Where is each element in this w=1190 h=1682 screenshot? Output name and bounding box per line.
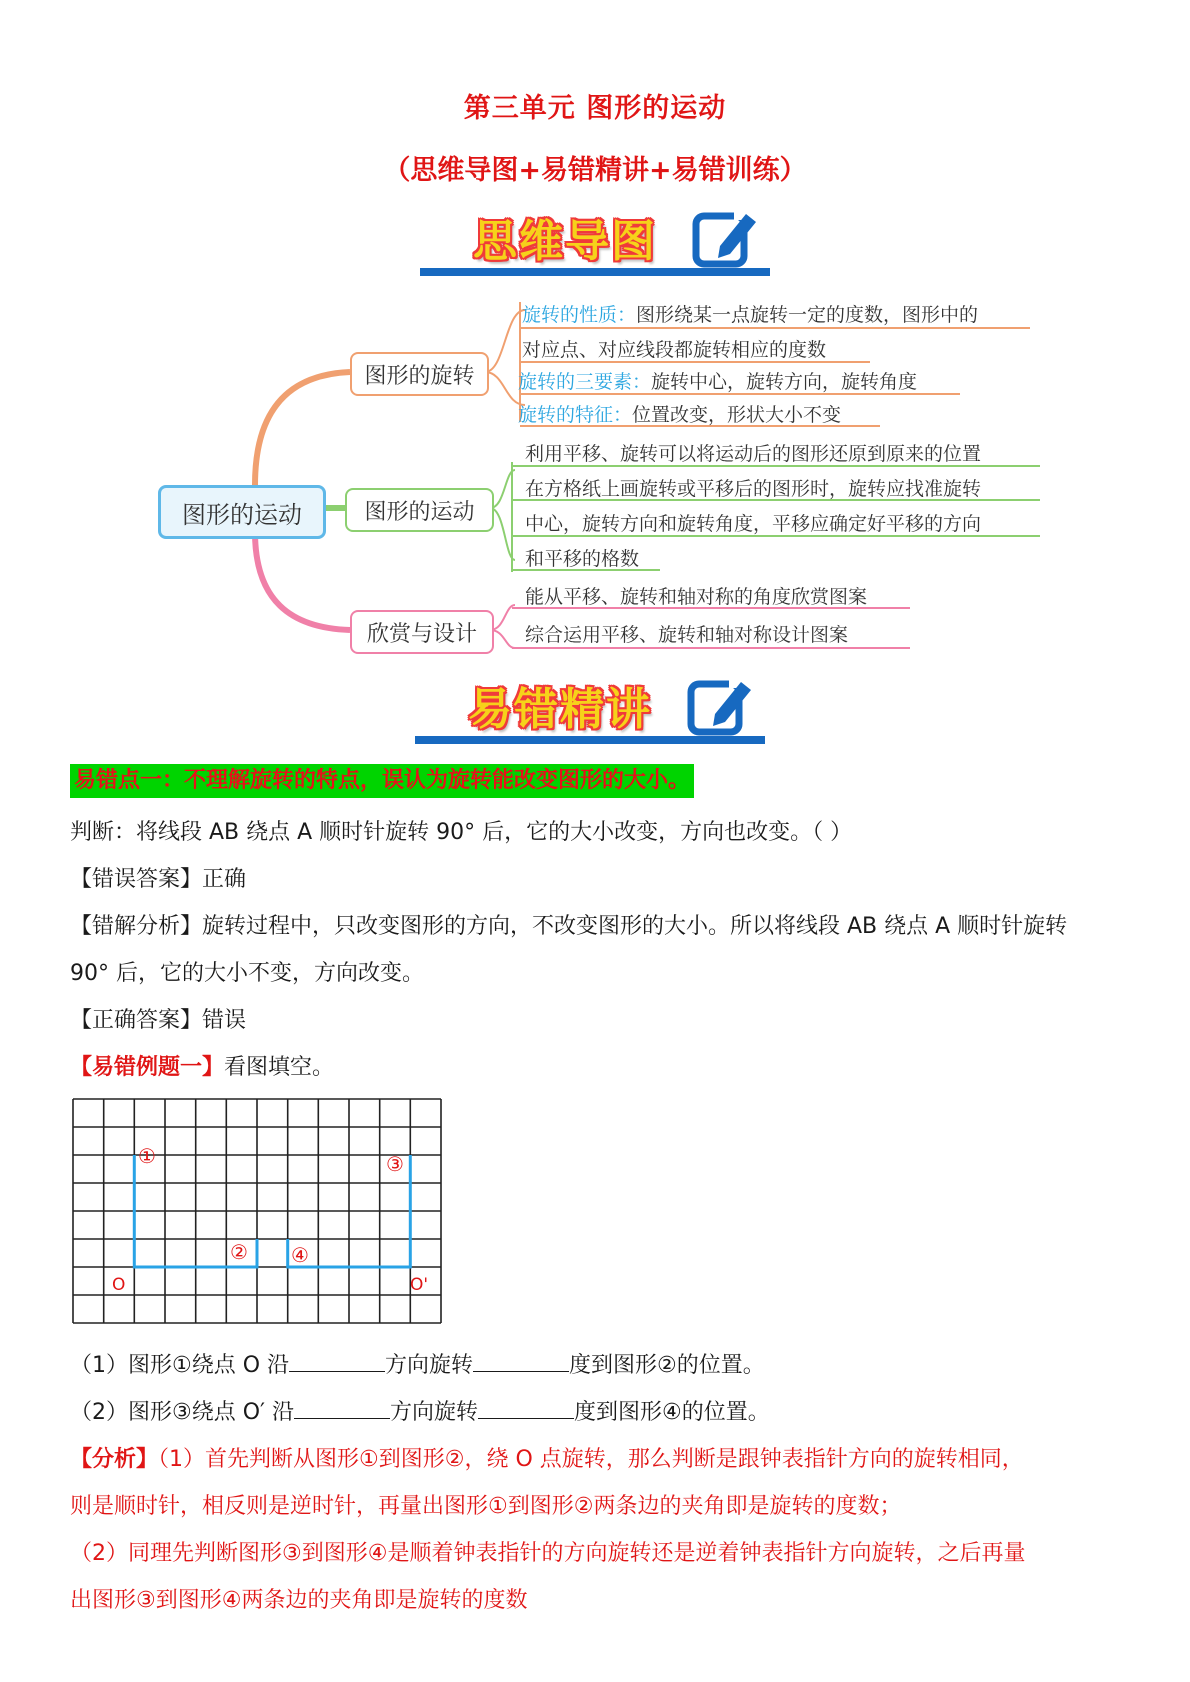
analysis-line: 【错解分析】旋转过程中，只改变图形的方向，不改变图形的大小。所以将线段 AB 绕点 A 顺时针旋转: [70, 914, 1068, 939]
answer-blank[interactable]: [473, 1353, 569, 1372]
label-point-o: O: [112, 1275, 126, 1295]
analysis-line: 90° 后，它的大小不变，方向改变。: [70, 961, 424, 986]
mindmap-leaf: 对应点、对应线段都旋转相应的度数: [522, 339, 827, 361]
mindmap-branch-motion: 图形的运动: [345, 488, 494, 532]
explain-banner: [415, 674, 775, 746]
mindmap-leaf: 旋转的性质：图形绕某一点旋转一定的度数，图形中的: [522, 304, 979, 326]
question-text: 判断：将线段 AB 绕点 A 顺时针旋转 90° 后，它的大小改变，方向也改变。（ ）: [70, 820, 853, 845]
label-point-o-prime: O': [410, 1275, 429, 1295]
edit-icon: [690, 206, 760, 270]
mindmap-banner: [420, 206, 780, 278]
label-fig4: ④: [291, 1243, 309, 1267]
label-fig3: ③: [386, 1152, 404, 1176]
example-analysis-line: （2）同理先判断图形③到图形④是顺着钟表指针的方向旋转还是逆着钟表指针方向旋转，之后再量: [70, 1541, 1026, 1566]
mindmap-leaf: 旋转的特征：位置改变，形状大小不变: [518, 404, 842, 426]
fill-question-1: （1）图形①绕点 O 沿 方向旋转 度到图形②的位置。: [70, 1353, 765, 1378]
example-analysis-line: 出图形③到图形④两条边的夹角即是旋转的度数: [70, 1588, 528, 1613]
mindmap-leaf: 中心，旋转方向和旋转角度，平移应确定好平移的方向: [525, 513, 982, 535]
example-analysis-line: 【分析】（1）首先判断从图形①到图形②，绕 O 点旋转，那么判断是跟钟表指针方向的旋转相同，: [70, 1447, 1024, 1472]
fill-question-2: （2）图形③绕点 O′ 沿 方向旋转 度到图形④的位置。: [70, 1400, 770, 1425]
label-fig1: ①: [138, 1144, 156, 1168]
example-heading: 【易错例题一】看图填空。: [70, 1055, 335, 1080]
mindmap-leaf: 在方格纸上画旋转或平移后的图形时，旋转应找准旋转: [525, 478, 982, 500]
mindmap-branch-design: 欣赏与设计: [350, 610, 494, 654]
label-fig2: ②: [230, 1240, 248, 1264]
example-analysis-line: 则是顺时针，相反则是逆时针，再量出图形①到图形②两条边的夹角即是旋转的度数；: [70, 1494, 902, 1519]
correct-answer: 【正确答案】错误: [70, 1008, 247, 1033]
mindmap-banner-title: 思维导图: [473, 216, 657, 267]
explain-banner-title: 易错精讲: [468, 684, 652, 735]
answer-blank[interactable]: [478, 1400, 574, 1419]
mindmap-leaf: 能从平移、旋转和轴对称的角度欣赏图案: [525, 586, 868, 608]
page-title: 第三单元 图形的运动: [463, 93, 727, 124]
answer-blank[interactable]: [289, 1353, 385, 1372]
answer-blank[interactable]: [294, 1400, 390, 1419]
wrong-answer: 【错误答案】正确: [70, 867, 247, 892]
mindmap-leaf: 旋转的三要素：旋转中心，旋转方向，旋转角度: [518, 371, 918, 393]
mindmap-leaf: 和平移的格数: [525, 548, 640, 570]
mindmap-root: 图形的运动: [158, 485, 326, 539]
grid-lines: [73, 1099, 441, 1323]
mindmap-leaf: 利用平移、旋转可以将运动后的图形还原到原来的位置: [525, 443, 982, 465]
mindmap-leaf: 综合运用平移、旋转和轴对称设计图案: [525, 624, 849, 646]
page-subtitle: （思维导图+易错精讲+易错训练）: [383, 155, 807, 186]
mindmap-branch-rotation: 图形的旋转: [350, 352, 489, 396]
section-heading: 易错点一：不理解旋转的特点，误认为旋转能改变图形的大小。: [70, 764, 694, 798]
edit-icon: [685, 674, 755, 738]
rotation-grid-figure: [72, 1098, 444, 1326]
